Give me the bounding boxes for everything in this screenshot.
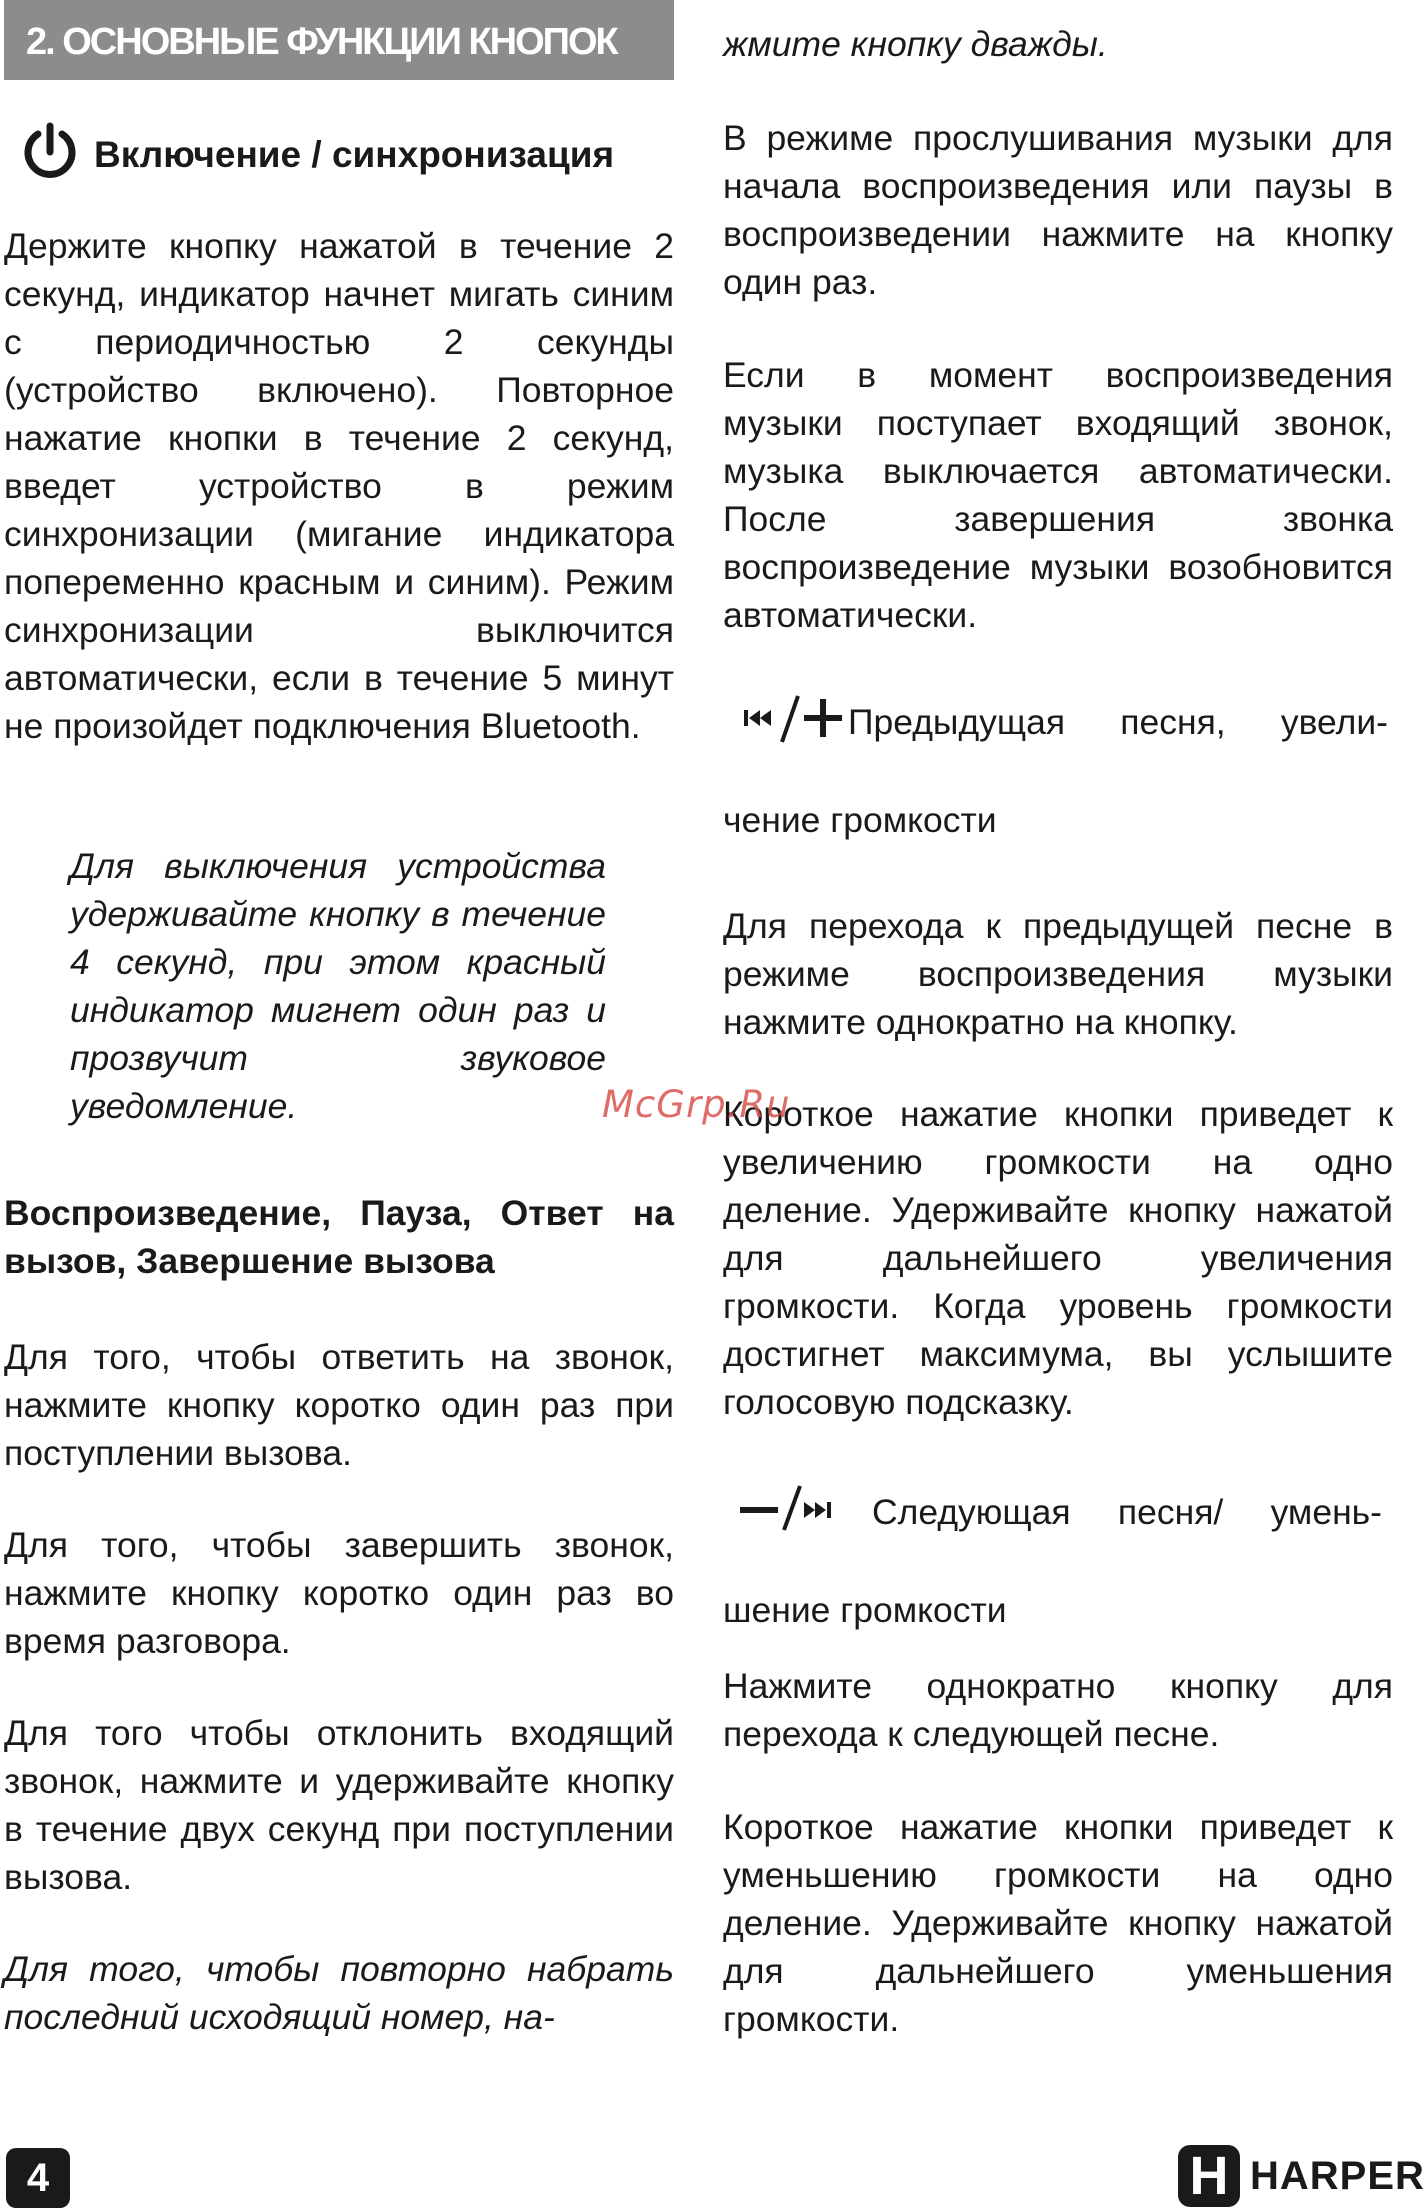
section-header: 2. ОСНОВНЫЕ ФУНКЦИИ КНОПОК [4, 0, 674, 80]
volume-down-paragraph: Короткое нажатие кнопки приведет к уменьшению громкости на одно деление. Удерживайте кнопку нажатой для дальнейшего уменьшения громкости. [723, 1807, 1393, 2039]
prev-track-heading [740, 690, 1388, 755]
answer-paragraph: Для того, чтобы ответить на звонок, нажмите кнопку коротко один раз при поступлении вызова. [4, 1337, 674, 1473]
music-paragraph: В режиме прослушивания музыки для начала воспроизведения или паузы в воспроизведении нажмите на кнопку один раз. [723, 118, 1393, 302]
power-title: Включение / синхронизация [94, 133, 615, 175]
power-off-note: Для выключения устройства удерживайте кнопку в течение 4 секунд, при этом красный индикатор мигнет один раз и прозвучит звуковое уведомление. [70, 846, 606, 1126]
next-title-line2: шение громкости [723, 1590, 1007, 1630]
end-call-paragraph: Для того, чтобы завершить звонок, нажмите кнопку коротко один раз во время разговора. [4, 1525, 674, 1661]
next-track-heading [738, 1480, 1382, 1545]
incoming-call-paragraph: Если в момент воспроизведения музыки поступает входящий звонок, музыка выключается автоматически. После завершения звонка воспроизведение музыки возобновится автоматически. [723, 355, 1393, 635]
watermark: McGrp.Ru [602, 1083, 791, 1126]
next-title-line1: Следующая песня/ умень- [872, 1492, 1382, 1532]
volume-down-next-track-icon [738, 1480, 858, 1545]
prev-title-line1: Предыдущая песня, увели- [848, 702, 1388, 742]
redial-paragraph-start: Для того, чтобы повторно набрать последний исходящий номер, на- [4, 1949, 674, 2037]
brand-logo [1178, 2145, 1425, 2207]
reject-paragraph: Для того чтобы отклонить входящий звонок, нажмите и удерживайте кнопку в течение двух секунд при поступлении вызова. [4, 1713, 674, 1897]
prev-title-line2: чение громкости [723, 800, 997, 840]
next-paragraph: Нажмите однократно кнопку для перехода к следующей песне. [723, 1666, 1393, 1754]
power-paragraph: Держите кнопку нажатой в течение 2 секунд, индикатор начнет мигать синим с периодичностью 2 секунды (устройство включено). Повторное нажатие кнопки в течение 2 секунд, введет устройство в режим синхронизации (мигание индикатора попеременно красным и синим). Режим синхронизации выключится автоматически, если в течение 5 минут не произойдет подключения Bluetooth. [4, 226, 674, 746]
brand-name: HARPER [1250, 2153, 1425, 2198]
prev-track-volume-up-icon [740, 690, 848, 755]
brand-mark: H [1178, 2145, 1240, 2207]
redial-paragraph-end: жмите кнопку дважды. [723, 24, 1108, 64]
prev-paragraph: Для перехода к предыдущей песне в режиме воспроизведения музыки нажмите однократно на кнопку. [723, 906, 1393, 1042]
volume-up-paragraph: Короткое нажатие кнопки приведет к увеличению громкости на одно деление. Удерживайте кнопку нажатой для дальнейшего увеличения громкости. Когда уровень громкости достигнет максимума, вы услышите голосовую подсказку. [723, 1094, 1393, 1422]
playback-title: Воспроизведение, Пауза, Ответ на вызов, Завершение вызова [4, 1193, 674, 1281]
power-icon [18, 120, 82, 189]
power-heading [18, 120, 614, 189]
page-number: 4 [6, 2148, 70, 2208]
